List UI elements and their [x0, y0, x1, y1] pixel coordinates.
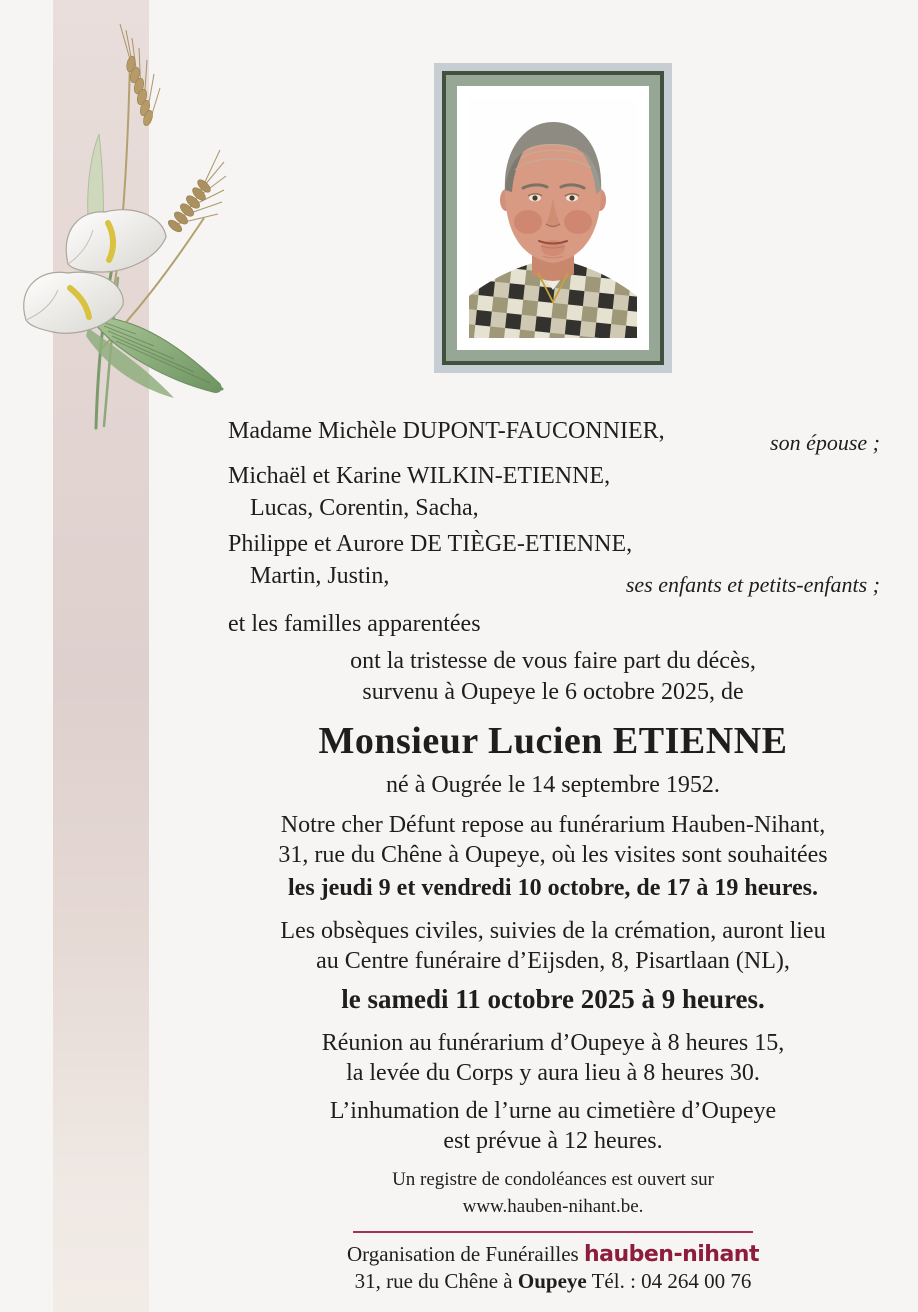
portrait-frame [434, 63, 672, 373]
relation-children-label: ses enfants et petits-enfants ; [625, 572, 880, 597]
organisation-line [188, 1241, 918, 1268]
address-phone: Tél. : 04 264 00 76 [586, 1269, 752, 1293]
portrait-frame-inner-border [442, 71, 664, 365]
address-street: 31, rue du Chêne à [354, 1269, 518, 1293]
burial-line-2: est prévue à 12 heures. [443, 1128, 663, 1154]
ceremony-date-bold: le samedi 11 octobre 2025 à 9 heures. [341, 984, 765, 1014]
gathering-paragraph [188, 1028, 918, 1088]
visitation-hours-bold: les jeudi 9 et vendredi 10 octobre, de 17 à 19 heures. [288, 875, 818, 901]
announcement-intro-line-1: ont la tristesse de vous faire part du décès, [350, 648, 756, 674]
visitation-line-1: Notre cher Défunt repose au funérarium Hauben-Nihant, [280, 812, 826, 838]
ceremony-line-2: au Centre funéraire d’Eijsden, 8, Pisartlaan (NL), [316, 948, 790, 974]
portrait-mat [457, 86, 649, 350]
footer-divider [353, 1231, 753, 1233]
address-line [188, 1268, 918, 1295]
family-line-grandchildren-2 [188, 561, 918, 597]
announcement-text [188, 416, 918, 1295]
portrait-frame-sage-border [446, 75, 660, 361]
burial-line-1: L’inhumation de l’urne au cimetière d’Oupeye [329, 1098, 777, 1124]
gathering-line-1: Réunion au funérarium d’Oupeye à 8 heures 15, [321, 1030, 785, 1056]
calla-lilies-and-wheat-icon [8, 18, 230, 438]
burial-paragraph [188, 1096, 918, 1156]
funeral-home-logo: hauben-nihant [583, 1242, 759, 1267]
related-families-line: et les familles apparentées [228, 611, 481, 637]
address-city: Oupeye [517, 1269, 587, 1293]
birth-line: né à Ougrée le 14 septembre 1952. [386, 772, 720, 798]
ceremony-paragraph [188, 916, 918, 1016]
spouse-name: Madame Michèle DUPONT-FAUCONNIER, [228, 418, 665, 444]
announcement-intro-line-2: survenu à Oupeye le 6 octobre 2025, de [362, 679, 744, 705]
family-line-child-1 [188, 461, 918, 491]
visitation-paragraph [188, 810, 918, 904]
ceremony-line-1: Les obsèques civiles, suivies de la crémation, auront lieu [280, 918, 826, 944]
organisation-label: Organisation de Funérailles [346, 1242, 579, 1266]
grandchildren-names: Lucas, Corentin, Sacha, [250, 495, 479, 521]
family-line-spouse [188, 416, 918, 455]
child-family-name: Michaël et Karine WILKIN-ETIENNE, [228, 463, 611, 489]
relation-spouse-label: son épouse ; [770, 430, 880, 455]
visitation-line-2: 31, rue du Chêne à Oupeye, où les visites sont souhaitées [278, 842, 828, 868]
deceased-name-title: Monsieur Lucien ETIENNE [318, 720, 788, 762]
child-family-name: Philippe et Aurore DE TIÈGE-ETIENNE, [228, 531, 633, 557]
portrait-photo [469, 98, 637, 338]
gathering-line-2: la levée du Corps y aura lieu à 8 heures 30. [346, 1060, 760, 1086]
family-line-grandchildren-1 [188, 493, 918, 523]
register-website: www.hauben-nihant.be. [462, 1196, 644, 1217]
grandchildren-names: Martin, Justin, [250, 563, 390, 589]
family-line-child-2 [188, 529, 918, 559]
condolence-register-note [188, 1166, 918, 1220]
register-line: Un registre de condoléances est ouvert sur [392, 1169, 714, 1190]
